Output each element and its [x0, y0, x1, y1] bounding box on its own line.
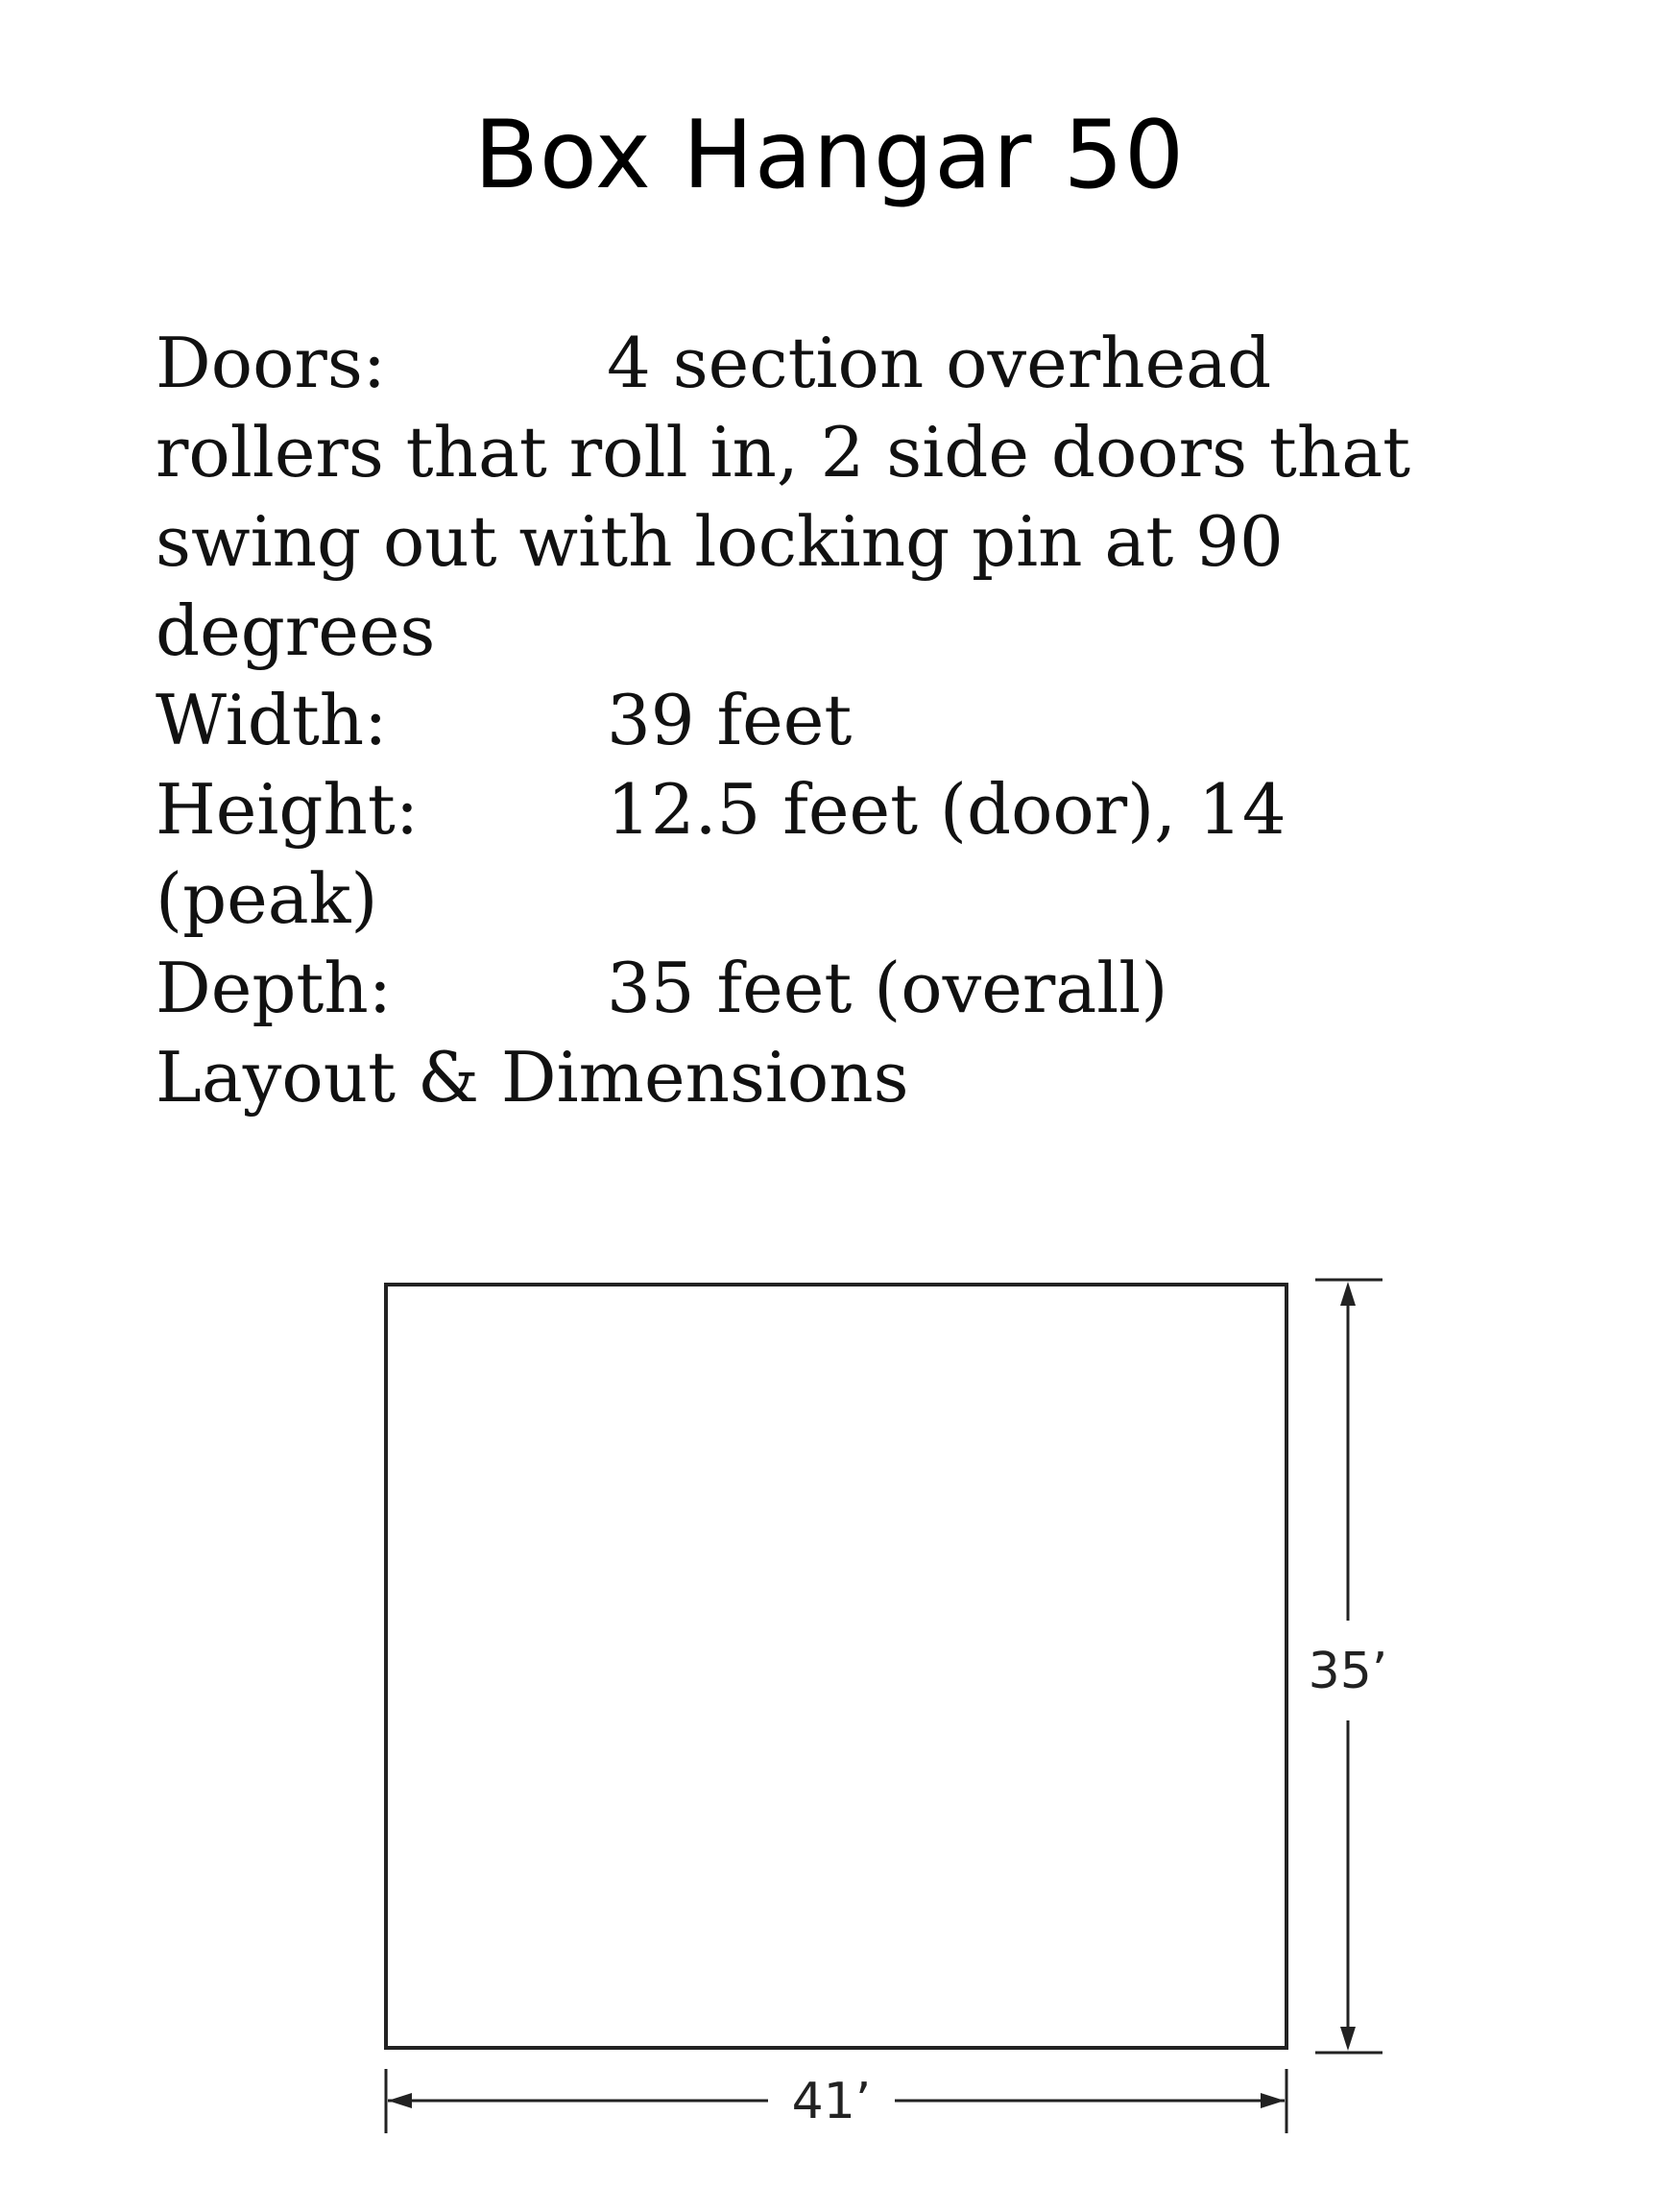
- height-value-line1: 12.5 feet (door), 14: [607, 769, 1286, 850]
- doors-value-line4: degrees: [156, 590, 436, 671]
- layout-heading: Layout & Dimensions: [156, 1037, 909, 1118]
- hangar-footprint: [386, 1285, 1286, 2048]
- height-value-line2: (peak): [156, 858, 378, 939]
- depth-dimension-label: 35’: [1308, 1643, 1388, 1700]
- width-value: 39 feet: [607, 680, 853, 760]
- page-title: Box Hangar 50: [473, 101, 1186, 210]
- width-label: Width:: [156, 680, 388, 760]
- depth-arrow-down: [1340, 2027, 1356, 2051]
- doors-value-line1: 4 section overhead: [607, 323, 1272, 403]
- doors-label: Doors:: [156, 323, 387, 403]
- doors-value-line3: swing out with locking pin at 90: [156, 501, 1284, 582]
- doors-value-line2: rollers that roll in, 2 side doors that: [156, 412, 1411, 493]
- height-label: Height:: [156, 769, 420, 850]
- width-arrow-right: [1261, 2093, 1285, 2108]
- depth-value: 35 feet (overall): [607, 948, 1168, 1028]
- width-arrow-left: [388, 2093, 412, 2108]
- depth-label: Depth:: [156, 948, 392, 1028]
- depth-arrow-up: [1340, 1282, 1356, 1306]
- width-dimension-label: 41’: [791, 2073, 872, 2130]
